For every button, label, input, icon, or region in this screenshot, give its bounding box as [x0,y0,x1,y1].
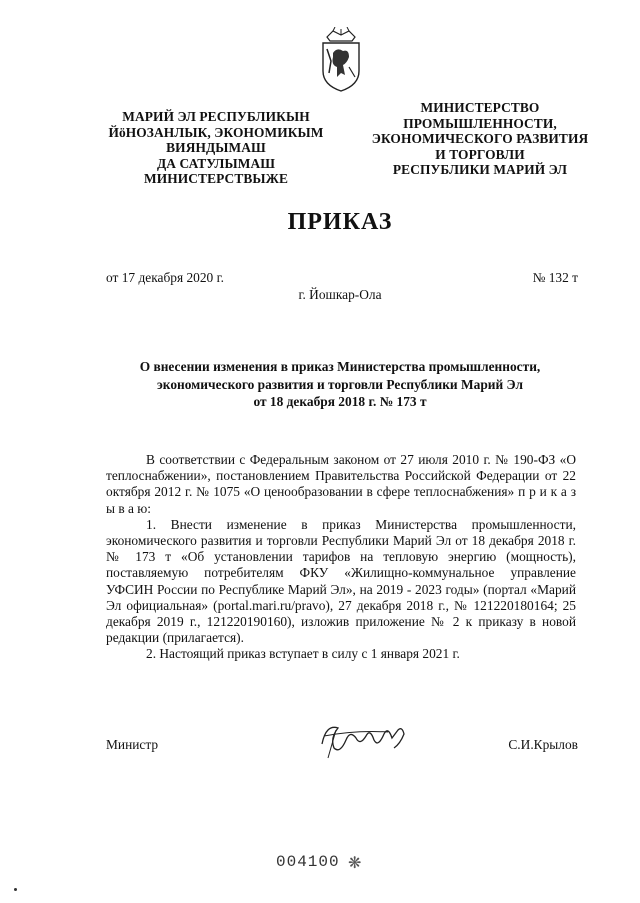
header-mari-ministry [96,109,336,187]
coat-of-arms-emblem [319,27,363,93]
order-number: № 132 т [532,270,578,285]
subject-line: О внесении изменения в приказ Министерства промышленности, [139,359,541,374]
header-left-line: ЙӧНОЗАНЛЫК, ЭКОНОМИКЫМ [108,124,324,140]
handwritten-signature [316,714,412,762]
serial-ornament-icon: ❋ [348,855,362,872]
header-right-line: ПРОМЫШЛЕННОСТИ, [403,115,557,131]
header-russian-ministry [350,100,610,178]
subject-line: от 18 декабря 2018 г. № 173 т [253,394,427,409]
serial-number: 004100 [276,853,340,871]
body-paragraph-preamble: В соответствии с Федеральным законом от 27 июля 2010 г. № 190-ФЗ «О теплоснабжении», постановлением Правительства Российской Федерации от 22 октября 2012 г. № 1075 «О ценообразовании в сфере теплоснабжения» п р и к а з ы в а ю: [106,452,576,516]
order-subject [100,358,580,411]
header-left-line: ДА САТУЛЫМАШ [156,155,276,171]
body-paragraph-item-1: 1. Внести изменение в приказ Министерства промышленности, экономического развития и торговли Республики Марий Эл от 18 декабря 2018 г. № 173 т «Об установлении тарифов на тепловую энергию (мощность), поставляемую потребителям ФКУ «Жилищно-коммунальное управление УФСИН России по Республике Марий Эл», на 2019 - 2023 годы» (портал «Марий Эл официальная» (portal.mari.ru/pravo), 27 декабря 2018 г., № 121220180164; 25 декабря 2019 г., 121220190160), изложив приложение № 2 к приказу в новой редакции (прилагается). [106,516,576,646]
signer-position: Министр [106,737,159,752]
document-title: ПРИКАЗ [287,209,393,235]
signer-name: С.И.Крылов [508,737,578,752]
order-body [106,452,576,663]
subject-line: экономического развития и торговли Республики Марий Эл [157,376,523,392]
header-left-line: МАРИЙ ЭЛ РЕСПУБЛИКЫН [122,109,310,124]
header-right-line: МИНИСТЕРСТВО [420,100,540,115]
header-right-line: ЭКОНОМИЧЕСКОГО РАЗВИТИЯ [371,131,589,146]
header-left-line: МИНИСТЕРСТВЫЖЕ [143,171,288,186]
order-date: от 17 декабря 2020 г. [106,270,224,285]
body-paragraph-item-2: 2. Настоящий приказ вступает в силу с 1 января 2021 г. [146,646,460,662]
header-right-line: РЕСПУБЛИКИ МАРИЙ ЭЛ [392,162,568,177]
order-city: г. Йошкар-Ола [298,287,382,302]
header-left-line: ВИЯНДЫМАШ [166,140,266,155]
header-right-line: И ТОРГОВЛИ [435,146,525,162]
scan-speck [14,888,17,891]
